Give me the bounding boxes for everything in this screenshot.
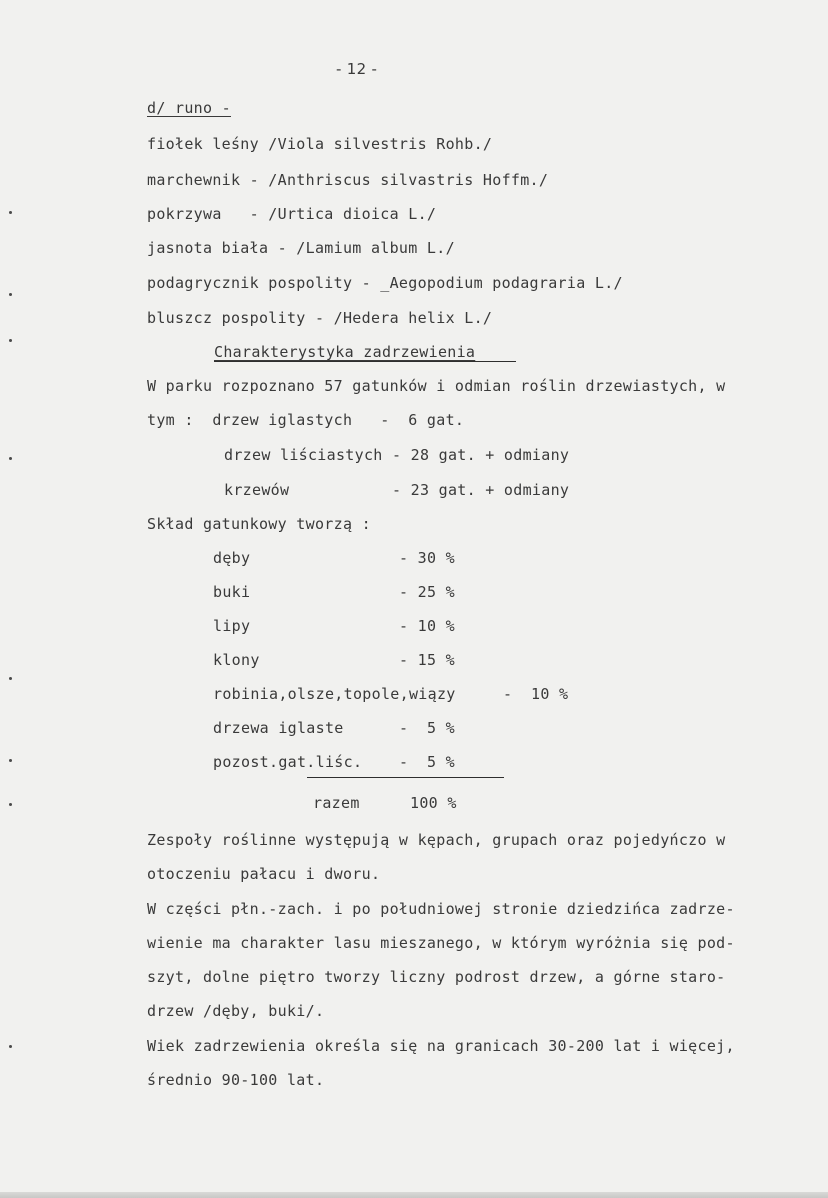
composition-value: - 25 %	[399, 583, 455, 601]
runo-line: marchewnik - /Anthriscus silvastris Hoffm./	[147, 171, 549, 189]
composition-value: - 30 %	[399, 549, 455, 567]
count-line: krzewów - 23 gat. + odmiany	[224, 481, 570, 499]
paragraph-line: średnio 90-100 lat.	[147, 1071, 325, 1089]
composition-heading: Skład gatunkowy tworzą :	[147, 515, 371, 533]
total-rule	[307, 777, 504, 778]
composition-value: - 15 %	[399, 651, 455, 669]
paragraph-line: Wiek zadrzewienia określa się na granicach 30-200 lat i więcej,	[147, 1037, 735, 1055]
composition-name: dęby	[213, 549, 251, 567]
composition-value: - 10 %	[503, 685, 569, 703]
paragraph-line: otoczeniu pałacu i dworu.	[147, 865, 381, 883]
margin-speck	[9, 293, 12, 296]
composition-name: robinia,olsze,topole,wiązy	[213, 685, 456, 703]
composition-value: - 5 %	[399, 753, 455, 771]
composition-name: buki	[213, 583, 251, 601]
margin-speck	[9, 1045, 12, 1048]
composition-value: - 5 %	[399, 719, 455, 737]
composition-name: lipy	[213, 617, 251, 635]
scan-bottom-edge	[0, 1192, 828, 1198]
margin-speck	[9, 677, 12, 680]
runo-line: fiołek leśny /Viola silvestris Rohb./	[147, 135, 493, 153]
margin-speck	[9, 339, 12, 342]
paragraph-line: W części płn.-zach. i po południowej stronie dziedzińca zadrze-	[147, 900, 735, 918]
margin-speck	[9, 211, 12, 214]
runo-line: jasnota biała - /Lamium album L./	[147, 239, 455, 257]
paragraph-line: szyt, dolne piętro tworzy liczny podrost drzew, a górne staro-	[147, 968, 726, 986]
runo-line: podagrycznik pospolity - _Aegopodium podagraria L./	[147, 274, 623, 292]
composition-name: pozost.gat.liśc.	[213, 753, 363, 771]
count-line: drzew liściastych - 28 gat. + odmiany	[224, 446, 570, 464]
margin-speck	[9, 457, 12, 460]
runo-line: bluszcz pospolity - /Hedera helix L./	[147, 309, 493, 327]
intro-line: W parku rozpoznano 57 gatunków i odmian roślin drzewiastych, w	[147, 377, 726, 395]
composition-value: - 10 %	[399, 617, 455, 635]
composition-name: klony	[213, 651, 260, 669]
paragraph-line: wienie ma charakter lasu mieszanego, w którym wyróżnia się pod-	[147, 934, 735, 952]
paragraph-line: Zespoły roślinne występują w kępach, grupach oraz pojedyńczo w	[147, 831, 726, 849]
intro-line: tym : drzew iglastych - 6 gat.	[147, 411, 465, 429]
section-heading: d/ runo -	[147, 99, 231, 117]
composition-name: drzewa iglaste	[213, 719, 344, 737]
page-number: - 12 -	[336, 60, 378, 78]
paragraph-line: drzew /dęby, buki/.	[147, 1002, 325, 1020]
margin-speck	[9, 759, 12, 762]
total-value: 100 %	[410, 794, 457, 812]
subheading-rule	[214, 361, 516, 362]
runo-line: pokrzywa - /Urtica dioica L./	[147, 205, 437, 223]
total-label: razem	[313, 794, 360, 812]
subheading: Charakterystyka zadrzewienia	[214, 343, 476, 361]
margin-speck	[9, 803, 12, 806]
